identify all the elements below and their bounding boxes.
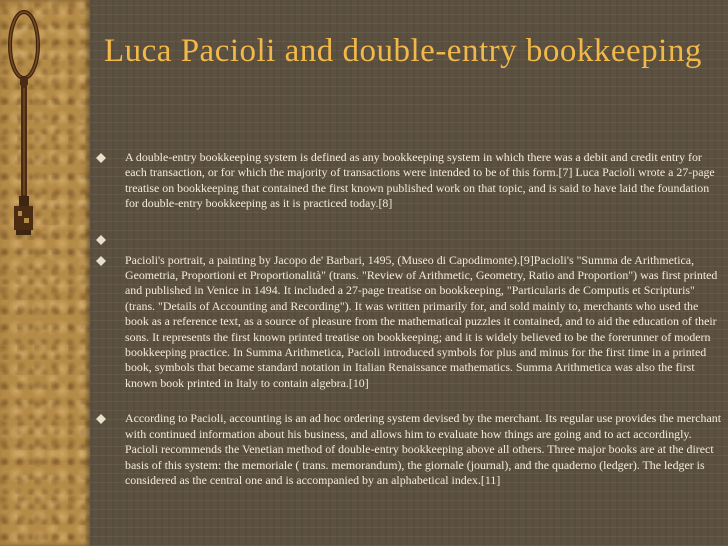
diamond-bullet-icon: [96, 256, 106, 266]
bullet-text: A double-entry bookkeeping system is defined as any bookkeeping system in which there was a debit and credit entry for each transaction, or for which the majority of transactions were intended to be of this form.[7] Luca Pacioli wrote a 27-page treatise on bookkeeping that contained the first known published work on that topic, and is said to have laid the foundation for double-entry bookkeeping as it is practiced today.[8]: [125, 150, 715, 211]
bullet-item: [90, 411, 722, 488]
bullet-list: [90, 150, 722, 495]
bullet-text: [125, 232, 722, 246]
bullet-text: Pacioli's portrait, a painting by Jacopo de' Barbari, 1495, (Museo di Capodimonte).[9]Pacioli's "Summa de Arithmetica, Geometria, Proportioni et Proportionalità" (trans. "Review of Arithmetic, Geometry, Ratio and Proportion") was first printed and published in Venice in 1494. It included a 27-page treatise on bookkeeping, "Particularis de Computis et Scripturis" (trans. "Details of Accounting and Recording"). It was written primarily for, and sold mainly to, merchants who used the book as a reference text, as a source of pleasure from the mathematical puzzles it contained, and to aid the education of their sons. It represents the first known printed treatise on bookkeeping; and it is widely believed to be the forerunner of modern bookkeeping practice. In Summa Arithmetica, Pacioli introduced symbols for plus and minus for the first time in a printed book, symbols that became standard notation in Italian Renaissance mathematics. Summa Arithmetica was also the first known book printed in Italy to contain algebra.[10]: [125, 252, 718, 390]
diamond-bullet-icon: [96, 414, 106, 424]
slide-title: Luca Pacioli and double-entry bookkeeping: [104, 33, 702, 69]
bullet-item: [90, 232, 722, 246]
bullet-item: [90, 150, 722, 212]
bullet-text: According to Pacioli, accounting is an ad hoc ordering system devised by the merchant. Its regular use provides the merchant with continued information about his business, and allows him to evaluate how things are going and to act accordingly. Pacioli recommends the Venetian method of double-entry bookkeeping above all others. Three major books are at the direct basis of this system: the memoriale ( trans. memorandum), the giornale (journal), and the quaderno (ledger). The ledger is considered as the central one and is accompanied by an alphabetical index.[11]: [125, 411, 722, 487]
diamond-bullet-icon: [96, 235, 106, 245]
bullet-item: [90, 253, 722, 392]
antique-key-icon: [0, 0, 90, 546]
diamond-bullet-icon: [96, 153, 106, 163]
